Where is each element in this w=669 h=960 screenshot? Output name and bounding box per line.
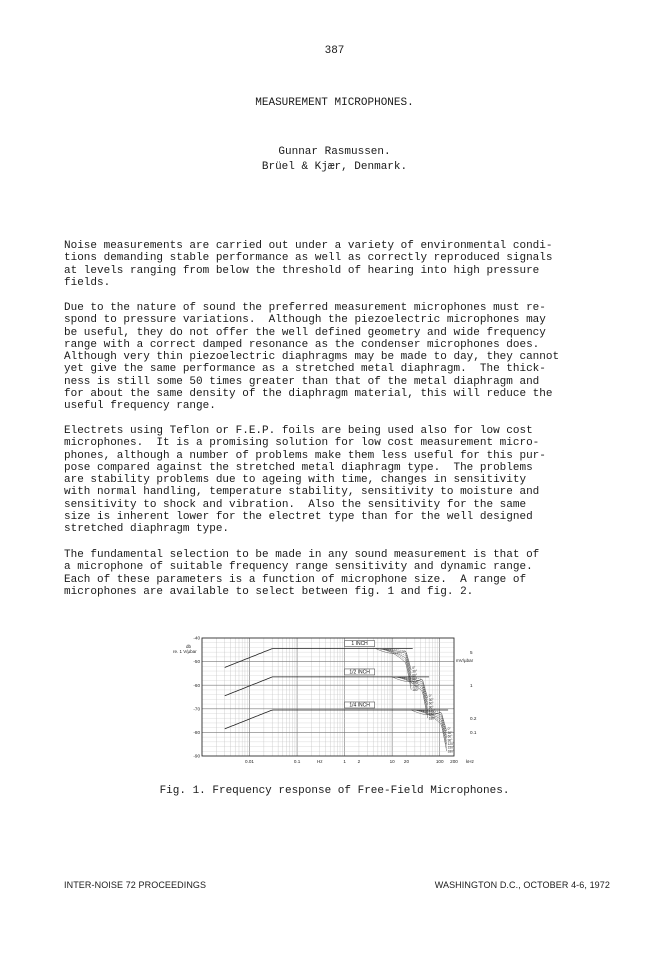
- x-tick-label: 2: [357, 759, 361, 764]
- figure-caption: Fig. 1. Frequency response of Free-Field Microphones.: [159, 785, 510, 797]
- frequency-response-figure: [170, 634, 490, 770]
- angle-label: 0°: [428, 694, 432, 699]
- page-number: 387: [324, 45, 345, 57]
- angle-label: 60°: [428, 701, 434, 706]
- angle-label: 180°: [447, 749, 455, 754]
- angle-label: 30°: [447, 730, 453, 735]
- y2-axis-label: mV/µbar: [456, 658, 474, 663]
- x-unit-khz: kHz: [466, 759, 474, 764]
- angle-label: 150°: [428, 712, 436, 717]
- plot-frame: [202, 638, 454, 756]
- author-affiliation: Brüel & Kjær, Denmark.: [261, 161, 408, 173]
- x-tick-label: 1: [343, 759, 346, 764]
- paper-title: MEASUREMENT MICROPHONES.: [255, 97, 414, 109]
- footer-proceedings: INTER-NOISE 72 PROCEEDINGS: [64, 880, 207, 890]
- x-tick-label: 10: [389, 759, 395, 764]
- y-tick-label: -80: [193, 730, 200, 735]
- angle-label: 150°: [412, 684, 419, 689]
- angle-label: 0°: [412, 665, 416, 670]
- y-tick-label: -60: [193, 682, 200, 688]
- y-tick-label: -50: [193, 659, 200, 665]
- y-axis-label: db re. 1 V/µbar: [173, 644, 197, 654]
- angle-label: 0°: [447, 727, 451, 732]
- y2-tick-label: 5: [470, 649, 473, 655]
- angle-label: 120°: [447, 742, 455, 747]
- angle-label: 90°: [447, 738, 453, 743]
- chart-grid: [202, 638, 454, 756]
- x-tick-labels: [245, 759, 458, 764]
- y-tick-label: -40: [193, 635, 200, 641]
- x-tick-label: 20: [403, 759, 410, 764]
- curve-label: 1/4 INCH: [349, 702, 370, 709]
- angle-label: 90°: [428, 705, 434, 710]
- angle-label: 30°: [428, 697, 434, 702]
- x-unit-hz: Hz: [316, 759, 323, 764]
- angle-label: 120°: [412, 680, 419, 685]
- chart-curves: [225, 649, 448, 751]
- y2-tick-label: 1: [470, 682, 473, 688]
- y2-tick-label: 0.1: [470, 730, 477, 735]
- x-tick-label: 100: [435, 759, 444, 764]
- x-tick-label: 200: [450, 759, 458, 764]
- y2-tick-label: 0.2: [470, 715, 477, 721]
- angle-label: 30°: [412, 669, 418, 674]
- response-curve: [225, 649, 413, 668]
- angle-label: 60°: [412, 673, 418, 678]
- y-tick-label: -90: [193, 753, 200, 759]
- response-curve: [225, 677, 429, 696]
- chart-labels: [193, 636, 476, 764]
- y-tick-label: -70: [193, 706, 200, 712]
- response-curve: [225, 710, 448, 729]
- footer-location-date: WASHINGTON D.C., OCTOBER 4-6, 1972: [434, 880, 610, 890]
- x-tick-label: 0.1: [293, 759, 301, 764]
- angle-label: 90°: [412, 676, 418, 681]
- paragraph-electrets: Electrets using Teflon or F.E.P. foils are being used also for low cost microphones. It is a promising solution for low cost measurement micro- phones, although a number of problems make them less useful for this pur- pose compared against the stretched metal diaphragm type. The problems are stability problems due to ageing with time, changes in sensitivity with normal handling, temperature stability, sensitivity to moisture and sensitivity to shock and vibration. Also the sensitivity for the same size is inherent lower for the electret type than for the well designed stretched diaphragm type.: [64, 425, 546, 536]
- x-tick-label: 0.01: [245, 759, 255, 764]
- angle-label: 180°: [428, 716, 436, 721]
- paragraph-selection: The fundamental selection to be made in any sound measurement is that of a microphone of suitable frequency range sensitivity and dynamic range. Each of these parameters is a function of microphone size. A range of microphones are available to select between fig. 1 and fig. 2.: [64, 549, 540, 598]
- paragraph-pressure: Due to the nature of sound the preferred measurement microphones must re- spond to pressure variations. Although the piezoelectric microphones may be useful, they do not offer the well defined geometry and wide frequency range with a correct damped resonance as the condenser microphones does. Although very thin piezoelectric diaphragms may be made to day, they cannot yet give the same performance as a stretched metal diaphragm. The thick- ness is still some 50 times greater than that of the metal diaphragm and for about the same density of the diaphragm material, this will reduce the useful frequency range.: [64, 302, 560, 413]
- curve-label: 1 INCH: [351, 641, 368, 648]
- angle-label: 60°: [447, 734, 453, 739]
- author-name: Gunnar Rasmussen.: [278, 146, 391, 158]
- curve-label: 1/2 INCH: [349, 669, 370, 676]
- angle-label: 120°: [428, 708, 436, 713]
- paragraph-intro: Noise measurements are carried out under a variety of environmental condi- tions demanding stable performance as well as correctly reproduced signals at levels ranging from below the threshold of hearing into high pressure fields.: [64, 240, 553, 289]
- angle-label: 150°: [447, 745, 455, 750]
- angle-label: 180°: [412, 688, 419, 693]
